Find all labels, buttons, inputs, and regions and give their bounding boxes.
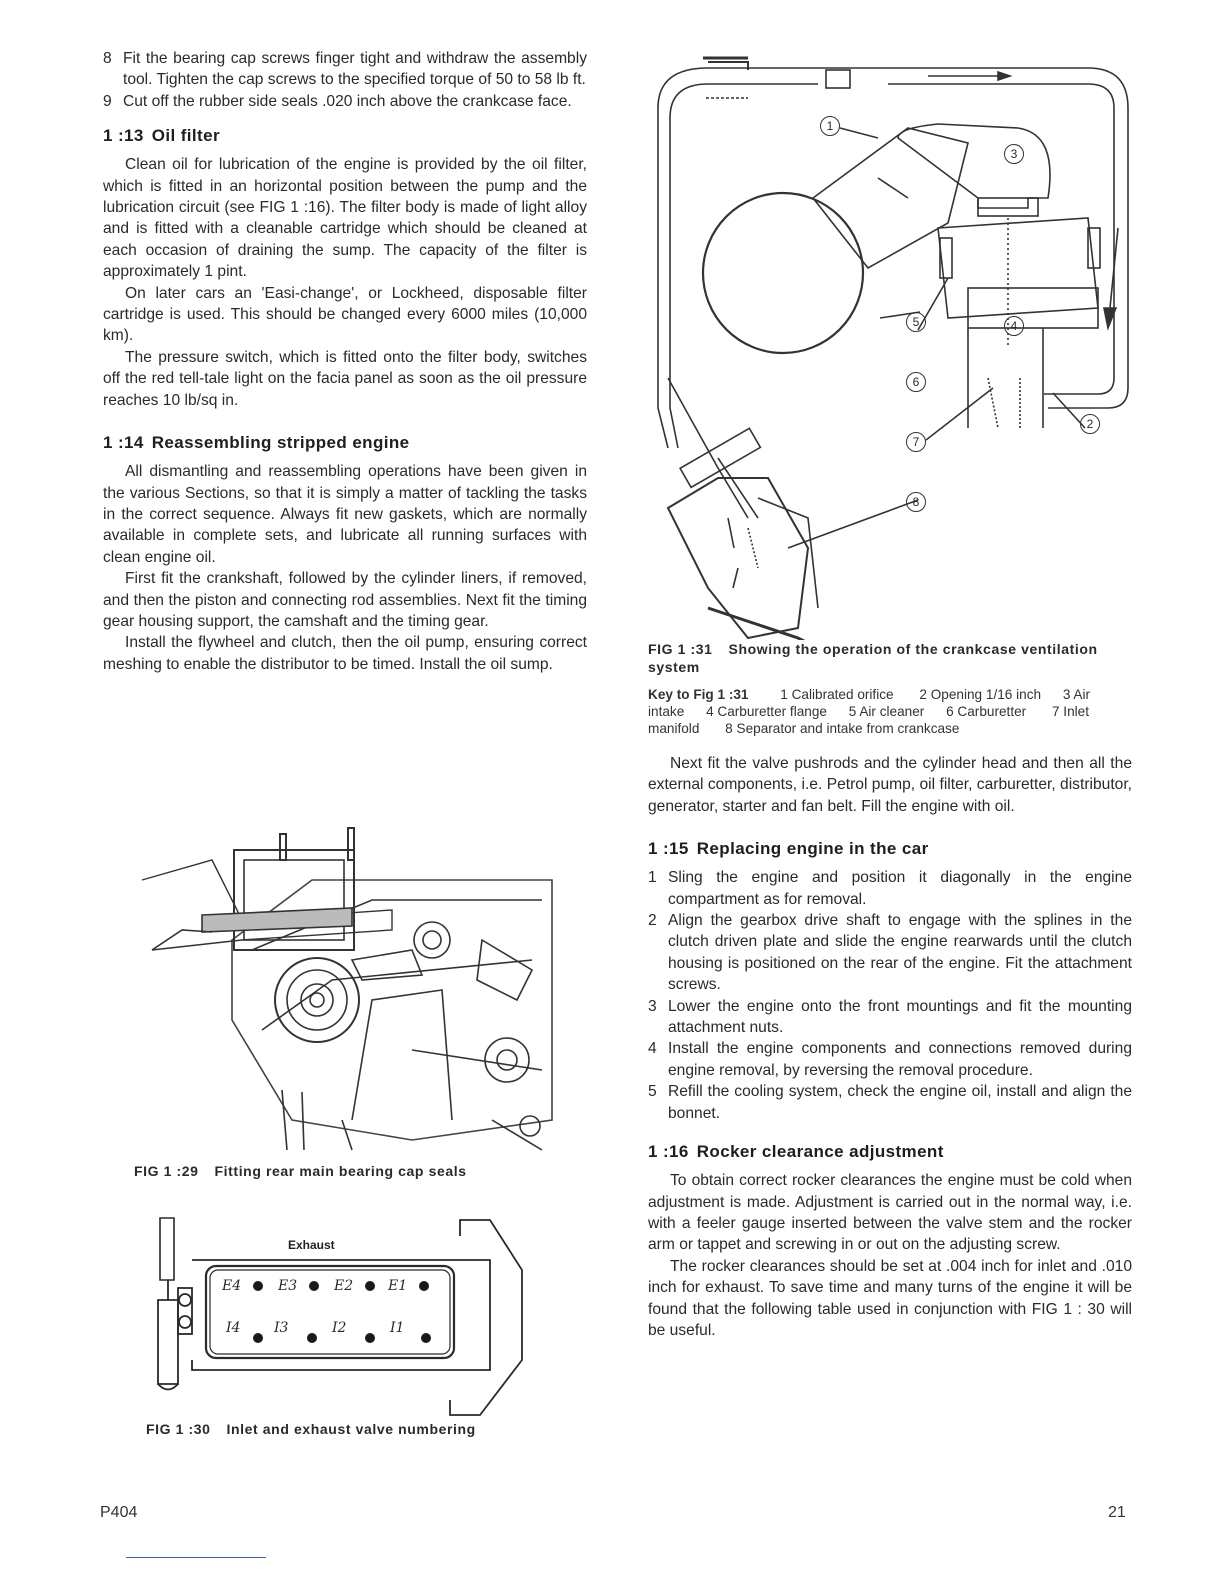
paragraph: To obtain correct rocker clearances the engine must be cold when adjustment is made. Adjustment is carried out in the normal way, i.e. with a feeler gauge inserted between the valve stem and the rocker arm or tappet and screwing in or out on the adjusting screw. (648, 1172, 1132, 1254)
section-heading-oil-filter: 1 :13 Oil filter (103, 126, 220, 146)
footer-reference: P404 (100, 1504, 138, 1521)
valve-dot (253, 1281, 263, 1291)
list-item: 5 Refill the cooling system, check the engine oil, install and align the bonnet. (648, 1083, 1132, 1122)
key-item: 4 Carburetter flange (706, 704, 827, 719)
key-item: 5 Air cleaner (848, 704, 925, 719)
fig130-caption: FIG 1 :30 Inlet and exhaust valve numbering (146, 1421, 476, 1437)
callout-6: 6 (906, 372, 926, 392)
valve-label-i4: I4 (226, 1320, 241, 1336)
key-label: Key to Fig 1 :31 (648, 687, 749, 702)
fig129-caption: FIG 1 :29 Fitting rear main bearing cap seals (134, 1163, 467, 1179)
fig131-illustration (648, 48, 1138, 640)
key-item: 8 Separator and intake from crankcase (725, 721, 960, 736)
list-item: 1 Sling the engine and position it diagonally in the engine compartment as for removal. (648, 869, 1132, 908)
fig131-caption: FIG 1 :31 Showing the operation of the crankcase ventilation system (648, 641, 1098, 675)
valve-dot (309, 1281, 319, 1291)
paragraph: Install the flywheel and clutch, then the oil pump, ensuring correct meshing to enable the distributor to be timed. Install the oil sump. (103, 634, 587, 673)
key-item: 7 Inlet manifold (648, 704, 1089, 736)
callout-7: 7 (906, 432, 926, 452)
replacing-engine-list (648, 867, 1132, 1124)
callout-2: 2 (1080, 414, 1100, 434)
section-heading-rocker-clearance: 1 :16 Rocker clearance adjustment (648, 1142, 944, 1162)
intro-list (103, 48, 587, 112)
valve-label-i1: I1 (390, 1320, 405, 1336)
valve-label-e4: E4 (222, 1278, 242, 1294)
valve-label-e1: E1 (388, 1278, 408, 1294)
paragraph: Clean oil for lubrication of the engine is provided by the oil filter, which is fitted in an horizontal position between the pump and the lubrication circuit (see FIG 1 :16). The filter body is made of light alloy and is fitted with a cleanable cartridge which should be cleaned at each occasion of draining the sump. The capacity of the filter is approximately 1 pint. (103, 156, 587, 281)
section-body-oil-filter (103, 154, 587, 411)
paragraph: Next fit the valve pushrods and the cylinder head and then all the external components, i.e. Petrol pump, oil filter, carburetter, distributor, generator, starter and fan belt. Fill the engine with oil. (648, 755, 1132, 815)
list-item: 3 Lower the engine onto the front mountings and fit the mounting attachment nuts. (648, 997, 1132, 1037)
section-heading-reassembling: 1 :14 Reassembling stripped engine (103, 433, 410, 453)
fig130-illustration (150, 1210, 530, 1420)
valve-dot (365, 1281, 375, 1291)
left-column (103, 48, 587, 675)
key-item: 3 Air intake (648, 687, 1091, 719)
valve-label-e2: E2 (334, 1278, 354, 1294)
valve-dot (253, 1333, 263, 1343)
section-body-rocker-clearance (648, 1170, 1132, 1341)
right-column (648, 640, 1132, 1341)
valve-dot (365, 1333, 375, 1343)
list-item: 2 Align the gearbox drive shaft to engage with the splines in the clutch driven plate and slide the engine rearwards until the clutch housing is positioned on the rear of the engine. Fit the attachment screws. (648, 912, 1132, 994)
paragraph: All dismantling and reassembling operations have been given in the various Sections, so that it is simply a matter of tackling the tasks in the correct sequence. Always fit new gaskets, which are normally available in complete sets, and lubricate all running surfaces with clean engine oil. (103, 463, 587, 566)
callout-4: 4 (1004, 316, 1024, 336)
paragraph: On later cars an 'Easi-change', or Lockheed, disposable filter cartridge is used. This should be changed every 6000 miles (10,000 km). (103, 284, 587, 345)
callout-3: 3 (1004, 144, 1024, 164)
paragraph: The rocker clearances should be set at .004 inch for inlet and .010 inch for exhaust. To save time and many turns of the engine it will be found that the following table used in conjunction with FIG 1 : 30 will be useful. (648, 1257, 1132, 1339)
valve-dot (307, 1333, 317, 1343)
paragraph: The pressure switch, which is fitted onto the filter body, switches off the red tell-tale light on the facia panel as soon as the oil pressure reaches 10 lb/sq in. (103, 348, 587, 409)
section-body-reassembling (103, 461, 587, 675)
callout-5: 5 (906, 312, 926, 332)
list-item: 4 Install the engine components and connections removed during engine removal, by reversing the removal procedure. (648, 1040, 1132, 1079)
valve-dot (419, 1281, 429, 1291)
valve-label-e3: E3 (278, 1278, 298, 1294)
valve-dot (421, 1333, 431, 1343)
list-item: 8 Fit the bearing cap screws finger tight and withdraw the assembly tool. Tighten the cap screws to the specified torque of 50 to 58 lb ft. (103, 50, 587, 89)
section-heading-replacing-engine: 1 :15 Replacing engine in the car (648, 839, 929, 859)
callout-1: 1 (820, 116, 840, 136)
key-item: 6 Carburetter (946, 704, 1027, 719)
valve-label-i3: I3 (274, 1320, 289, 1336)
key-item: 2 Opening 1/16 inch (919, 687, 1042, 702)
paragraph: First fit the crankshaft, followed by the cylinder liners, if removed, and then the piston and connecting rod assemblies. Next fit the timing gear housing support, the camshaft and the timing gear. (103, 570, 587, 630)
footer-rule (126, 1557, 266, 1558)
page-number: 21 (1108, 1504, 1126, 1521)
callout-8: 8 (906, 492, 926, 512)
list-item: 9 Cut off the rubber side seals .020 inch above the crankcase face. (103, 92, 572, 110)
valve-label-i2: I2 (332, 1320, 347, 1336)
exhaust-label: Exhaust (288, 1238, 335, 1252)
fig131-key (648, 686, 1132, 737)
key-item: 1 Calibrated orifice (780, 687, 894, 702)
fig129-illustration (112, 820, 562, 1160)
